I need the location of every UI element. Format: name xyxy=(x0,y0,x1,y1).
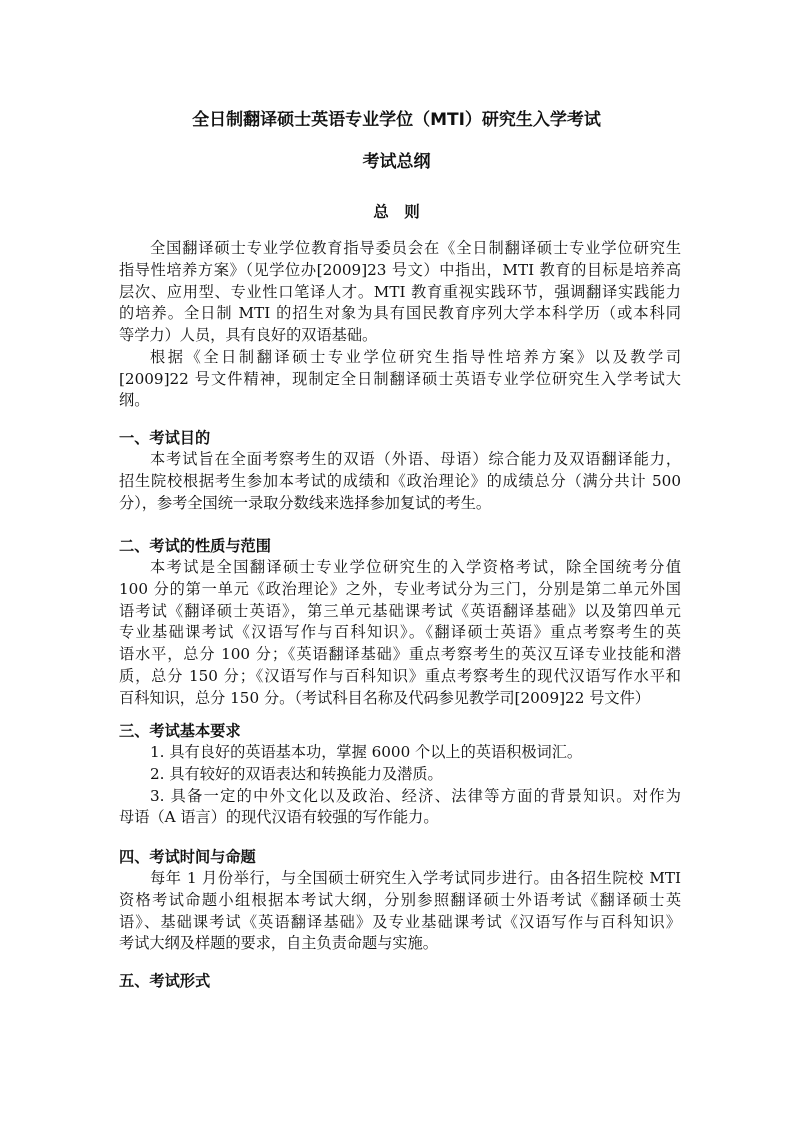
paragraph-line: 语水平，总分 100 分；《英语翻译基础》重点考察考生的英汉互译专业技能和潜 xyxy=(119,645,681,663)
paragraph-line: 1. 具有良好的英语基本功，掌握 6000 个以上的英语积极词汇。 xyxy=(150,743,583,761)
paragraph-line: 层次、应用型、专业性口笔译人才。MTI 教育重视实践环节，强调翻译实践能力 xyxy=(119,282,681,301)
paragraph-line: 招生院校根据考生参加本考试的成绩和《政治理论》的成绩总分（满分共计 500 xyxy=(119,471,681,490)
paragraph-line: 2. 具有较好的双语表达和转换能力及潜质。 xyxy=(150,764,443,783)
paragraph-line: 根据《全日制翻译硕士专业学位研究生指导性培养方案》以及教学司 xyxy=(150,347,681,366)
paragraph-line: 纲。 xyxy=(119,391,150,410)
paragraph-line: 百科知识，总分 150 分。（考试科目名称及代码参见教学司[2009]22 号文件） xyxy=(119,688,650,707)
section-format xyxy=(119,970,681,992)
paragraph-line: 资格考试命题小组根据本考试大纲，分别参照翻译硕士外语考试《翻译硕士英 xyxy=(119,890,681,909)
paragraph-line: 专业基础课考试《汉语写作与百科知识》。《翻译硕士英语》重点考察考生的英 xyxy=(119,623,681,642)
section-heading: 五、考试形式 xyxy=(119,972,211,990)
section-heading: 二、考试的性质与范围 xyxy=(119,537,271,555)
intro-section xyxy=(119,238,681,412)
paragraph-line: 本考试旨在全面考察考生的双语（外语、母语）综合能力及双语翻译能力， xyxy=(150,450,681,468)
paragraph-line: 质，总分 150 分；《汉语写作与百科知识》重点考察考生的现代汉语写作水平和 xyxy=(119,666,681,685)
section-nature-scope xyxy=(119,535,681,709)
document-title: 全日制翻译硕士英语专业学位（MTI）研究生入学考试 xyxy=(192,110,601,130)
paragraph-line: 语》、基础课考试《英语翻译基础》及专业基础课考试《汉语写作与百科知识》 xyxy=(119,912,681,931)
general-heading: 总 则 xyxy=(373,203,420,221)
paragraph-line: [2009]22 号文件精神，现制定全日制翻译硕士英语专业学位研究生入学考试大 xyxy=(119,369,681,388)
paragraph-line: 3. 具备一定的中外文化以及政治、经济、法律等方面的背景知识。对作为 xyxy=(150,786,681,805)
paragraph-line: 语考试《翻译硕士英语》，第三单元基础课考试《英语翻译基础》以及第四单元 xyxy=(119,601,681,620)
section-requirements xyxy=(119,720,681,829)
section-heading: 三、考试基本要求 xyxy=(119,722,241,740)
paragraph-line: 等学力）人员，具有良好的双语基础。 xyxy=(119,326,378,344)
paragraph-line: 分），参考全国统一录取分数线来选择参加复试的考生。 xyxy=(119,493,492,512)
document-subtitle: 考试总纲 xyxy=(362,152,431,172)
paragraph-line: 母语（A 语言）的现代汉语有较强的写作能力。 xyxy=(119,808,439,827)
paragraph-line: 100 分的第一单元《政治理论》之外，专业考试分为三门，分别是第二单元外国 xyxy=(119,579,681,598)
section-purpose xyxy=(119,427,681,514)
section-heading: 一、考试目的 xyxy=(119,429,211,447)
paragraph-line: 的培养。全日制 MTI 的招生对象为具有国民教育序列大学本科学历（或本科同 xyxy=(119,304,681,323)
paragraph-line: 每年 1 月份举行，与全国硕士研究生入学考试同步进行。由各招生院校 MTI xyxy=(150,869,681,887)
paragraph-line: 全国翻译硕士专业学位教育指导委员会在《全日制翻译硕士专业学位研究生 xyxy=(150,239,681,257)
paragraph-line: 指导性培养方案》（见学位办[2009]23 号文）中指出，MTI 教育的目标是培养高 xyxy=(119,260,681,279)
section-heading: 四、考试时间与命题 xyxy=(119,848,256,866)
section-time-questions xyxy=(119,846,681,955)
paragraph-line: 考试大纲及样题的要求，自主负责命题与实施。 xyxy=(119,934,438,953)
paragraph-line: 本考试是全国翻译硕士专业学位研究生的入学资格考试，除全国统考分值 xyxy=(150,558,681,576)
